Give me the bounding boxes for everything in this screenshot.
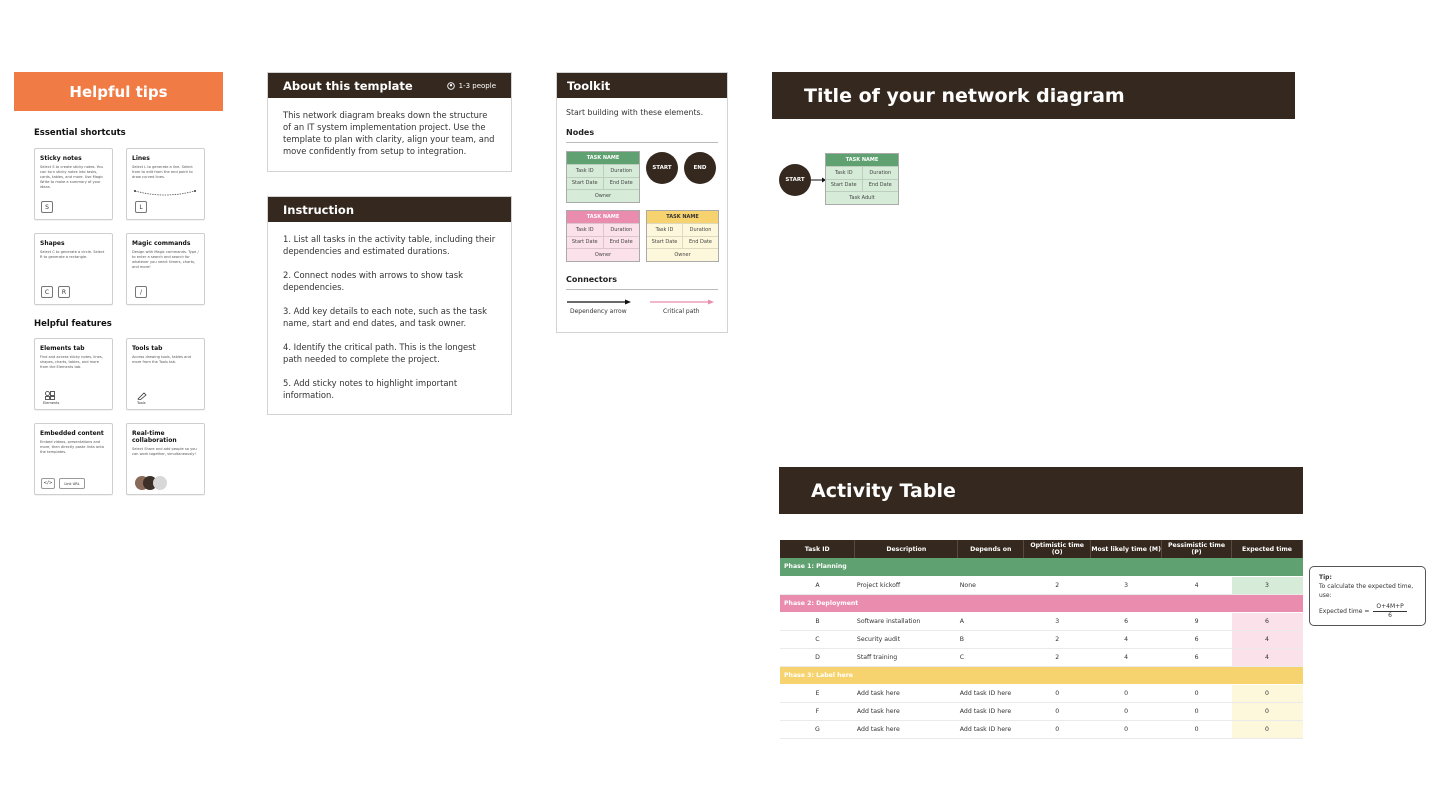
table-cell[interactable]: Staff training: [855, 648, 958, 666]
phase-row[interactable]: [780, 558, 1303, 576]
phase-label: Phase 1: Planning: [780, 558, 958, 576]
shortcut-card-magic-commands[interactable]: [126, 233, 205, 305]
people-badge: [447, 82, 496, 90]
table-cell[interactable]: 3: [1091, 576, 1162, 594]
feature-card-embedded-content[interactable]: [34, 423, 113, 495]
people-count: 1-3 people: [458, 81, 496, 90]
table-cell[interactable]: 4: [1232, 648, 1303, 666]
node-task-id: Task ID: [834, 169, 853, 176]
column-header: Task ID: [780, 540, 855, 558]
table-cell[interactable]: Add task ID here: [958, 702, 1024, 720]
phase-cell: [1162, 666, 1232, 684]
table-cell[interactable]: 6: [1232, 612, 1303, 630]
table-cell[interactable]: Add task ID here: [958, 720, 1024, 738]
diagram-title[interactable]: Title of your network diagram: [772, 72, 1295, 119]
card-title: Magic commands: [132, 240, 191, 247]
node-name: TASK NAME: [567, 152, 639, 164]
divider: [566, 142, 718, 143]
diagram-start-node[interactable]: START: [779, 164, 811, 196]
instruction-panel: [267, 196, 512, 415]
node-start: Start Date: [571, 180, 598, 187]
column-header: Depends on: [958, 540, 1024, 558]
curve-line-icon: [133, 187, 197, 197]
activity-table-title[interactable]: Activity Table: [779, 467, 1303, 514]
instruction-step: 4. Identify the critical path. This is the longest path needed to complete the project.: [283, 342, 476, 364]
table-cell[interactable]: 0: [1024, 702, 1091, 720]
node-end: End Date: [682, 237, 718, 249]
table-cell[interactable]: F: [780, 702, 855, 720]
phase-cell: [1024, 666, 1091, 684]
shortcut-card-shapes[interactable]: [34, 233, 113, 305]
key-l-icon: L: [135, 201, 147, 213]
phase-label: Phase 3: Label here: [780, 666, 958, 684]
shortcut-card-sticky-notes[interactable]: [34, 148, 113, 220]
card-title: Real-time collaboration: [132, 430, 177, 444]
essential-shortcuts-heading: Essential shortcuts: [34, 128, 126, 138]
dependency-arrow-icon[interactable]: [566, 299, 632, 305]
table-cell[interactable]: Software installation: [855, 612, 958, 630]
node-start: Start Date: [830, 182, 857, 189]
toolkit-title: Toolkit: [567, 78, 611, 93]
phase-cell: [958, 558, 1024, 576]
table-row[interactable]: [780, 630, 1303, 648]
instruction-step: 5. Add sticky notes to highlight important information.: [283, 378, 458, 400]
table-cell[interactable]: 2: [1024, 648, 1091, 666]
table-cell[interactable]: Security audit: [855, 630, 958, 648]
table-cell[interactable]: 4: [1091, 648, 1162, 666]
table-cell[interactable]: B: [780, 612, 855, 630]
formula-label: Expected time =: [1319, 608, 1370, 615]
card-title: Tools tab: [132, 345, 163, 352]
key-c-icon: C: [41, 286, 53, 298]
green-task-node[interactable]: [566, 151, 640, 203]
table-cell[interactable]: E: [780, 684, 855, 702]
node-owner: Owner: [594, 192, 612, 199]
pink-task-node[interactable]: [566, 210, 640, 262]
phase-cell: [1091, 594, 1162, 612]
helpful-features-heading: Helpful features: [34, 319, 112, 329]
phase-cell: [1024, 594, 1091, 612]
table-cell[interactable]: 2: [1024, 576, 1091, 594]
instruction-step: 2. Connect nodes with arrows to show task dependencies.: [283, 270, 463, 292]
card-title: Embedded content: [40, 430, 104, 437]
table-cell[interactable]: A: [958, 612, 1024, 630]
formula-fraction: [1373, 603, 1406, 620]
key-s-icon: S: [41, 201, 53, 213]
phase-cell: [1232, 594, 1303, 612]
column-header: Expected time: [1232, 540, 1303, 558]
card-body: Find and access sticky notes, lines, shapes, charts, tables, and more from the Elements tab.: [40, 355, 103, 369]
phase-row[interactable]: [780, 594, 1303, 612]
instruction-title: Instruction: [283, 202, 355, 217]
node-owner: Owner: [594, 251, 612, 258]
table-cell[interactable]: 4: [1091, 630, 1162, 648]
formula-numerator: O+4M+P: [1373, 603, 1406, 612]
about-body: This network diagram breaks down the structure of an IT system implementation project. Use the template to plan with clarity, align your team, and move confidently from setup to integration.: [283, 110, 495, 156]
table-row[interactable]: [780, 612, 1303, 630]
phase-label: Phase 2: Deployment: [780, 594, 958, 612]
table-cell[interactable]: 0: [1024, 720, 1091, 738]
table-cell[interactable]: Add task here: [855, 720, 958, 738]
table-cell[interactable]: 6: [1091, 612, 1162, 630]
card-body: Design with Magic commands. Type / to enter a search and search for whatever you need: timers, charts, and more!: [132, 250, 199, 269]
column-header: Optimistic time (O): [1024, 540, 1091, 558]
node-name: TASK NAME: [826, 154, 898, 166]
person-icon: [447, 82, 455, 90]
node-task-id: Task ID: [575, 167, 594, 174]
elements-caption: Elements: [43, 401, 60, 405]
table-cell[interactable]: Add task here: [855, 702, 958, 720]
node-task-id: Task ID: [655, 226, 674, 233]
embed-code-icon: </>: [41, 478, 55, 489]
table-row[interactable]: [780, 648, 1303, 666]
node-duration: Duration: [682, 224, 718, 236]
card-body: Select Share and add people so you can work together, simultaneously!: [132, 447, 197, 456]
table-cell[interactable]: D: [780, 648, 855, 666]
table-cell[interactable]: 6: [1162, 648, 1232, 666]
end-node[interactable]: END: [684, 152, 716, 184]
node-duration: Duration: [603, 224, 640, 236]
column-header: Most likely time (M): [1091, 540, 1162, 558]
table-cell[interactable]: 3: [1232, 576, 1303, 594]
table-cell[interactable]: 0: [1091, 702, 1162, 720]
table-row[interactable]: [780, 684, 1303, 702]
table-cell[interactable]: C: [780, 630, 855, 648]
node-name: TASK NAME: [567, 211, 639, 223]
feature-card-realtime-collaboration[interactable]: [126, 423, 205, 495]
phase-cell: [1232, 558, 1303, 576]
card-body: Select S to create sticky notes. You can turn sticky notes into tasks, cards, tables, and more. Use Magic Write to make a summary of your ideas.: [40, 165, 104, 189]
node-end: End Date: [603, 178, 640, 190]
dependency-arrow-label: Dependency arrow: [570, 308, 627, 315]
table-cell[interactable]: None: [958, 576, 1024, 594]
tip-heading: Tip:: [1319, 574, 1332, 581]
phase-cell: [1091, 666, 1162, 684]
table-cell[interactable]: 4: [1232, 630, 1303, 648]
table-cell[interactable]: Project kickoff: [855, 576, 958, 594]
table-cell[interactable]: 0: [1232, 720, 1303, 738]
table-cell[interactable]: 9: [1162, 612, 1232, 630]
table-cell[interactable]: 4: [1162, 576, 1232, 594]
about-header: [268, 73, 511, 98]
formula-denominator: 6: [1388, 612, 1392, 619]
phase-cell: [1232, 666, 1303, 684]
feature-card-tools[interactable]: [126, 338, 205, 410]
node-start: Start Date: [651, 239, 678, 246]
helpful-tips-banner: Helpful tips: [14, 72, 223, 111]
card-title: Shapes: [40, 240, 65, 247]
toolkit-intro: Start building with these elements.: [566, 108, 704, 117]
table-cell[interactable]: 0: [1024, 684, 1091, 702]
phase-cell: [1091, 558, 1162, 576]
table-cell[interactable]: 0: [1162, 684, 1232, 702]
node-owner: Task Adult: [849, 194, 875, 201]
table-cell[interactable]: 0: [1091, 684, 1162, 702]
phase-cell: [958, 594, 1024, 612]
table-cell[interactable]: 0: [1091, 720, 1162, 738]
node-end: End Date: [603, 237, 640, 249]
table-cell[interactable]: 2: [1024, 630, 1091, 648]
node-owner: Owner: [674, 251, 691, 258]
table-cell[interactable]: Add task ID here: [958, 684, 1024, 702]
tip-formula: [1319, 603, 1416, 620]
table-cell[interactable]: 0: [1162, 702, 1232, 720]
node-end: End Date: [862, 180, 899, 192]
card-body: Select C to generate a circle. Select R to generate a rectangle.: [40, 250, 105, 259]
card-body: Select L to generate a line. Select from to edit from the end point to draw curved lines.: [132, 165, 193, 179]
card-title: Sticky notes: [40, 155, 82, 162]
card-title: Elements tab: [40, 345, 85, 352]
instruction-step: 1. List all tasks in the activity table, including their dependencies and estimated durations.: [283, 234, 496, 256]
pen-tool-icon: [137, 391, 147, 400]
table-cell[interactable]: B: [958, 630, 1024, 648]
phase-cell: [1024, 558, 1091, 576]
card-title: Lines: [132, 155, 150, 162]
table-cell[interactable]: 0: [1232, 702, 1303, 720]
link-url-field: Link URL: [59, 478, 85, 489]
key-r-icon: R: [58, 286, 70, 298]
table-row[interactable]: [780, 576, 1303, 594]
table-cell[interactable]: 0: [1162, 720, 1232, 738]
column-header: Pessimistic time (P): [1162, 540, 1232, 558]
table-cell[interactable]: A: [780, 576, 855, 594]
table-row[interactable]: [780, 720, 1303, 738]
feature-card-elements[interactable]: [34, 338, 113, 410]
tip-box: [1309, 566, 1426, 626]
phase-cell: [1162, 558, 1232, 576]
nodes-heading: Nodes: [566, 128, 595, 137]
node-duration: Duration: [862, 167, 899, 179]
node-start: Start Date: [571, 239, 598, 246]
toolkit-header: [557, 73, 727, 98]
table-cell[interactable]: 6: [1162, 630, 1232, 648]
connectors-heading: Connectors: [566, 275, 617, 284]
about-panel: [267, 72, 512, 172]
table-cell[interactable]: Add task here: [855, 684, 958, 702]
instruction-step: 3. Add key details to each note, such as the task name, start and end dates, and task owner.: [283, 306, 487, 328]
table-cell[interactable]: 3: [1024, 612, 1091, 630]
table-header-row: [780, 540, 1303, 558]
phase-row[interactable]: [780, 666, 1303, 684]
tip-body: To calculate the expected time, use:: [1319, 583, 1414, 599]
toolkit-panel: [556, 72, 728, 333]
table-row[interactable]: [780, 702, 1303, 720]
table-cell[interactable]: 0: [1232, 684, 1303, 702]
tools-caption: Tools: [137, 401, 146, 405]
critical-path-label: Critical path: [663, 308, 700, 315]
phase-cell: [1162, 594, 1232, 612]
elements-icon: [45, 391, 55, 400]
critical-path-icon[interactable]: [649, 299, 715, 305]
diagram-task-node[interactable]: [825, 153, 899, 205]
shortcut-card-lines[interactable]: [126, 148, 205, 220]
node-task-id: Task ID: [575, 226, 594, 233]
phase-cell: [958, 666, 1024, 684]
about-title: About this template: [283, 78, 413, 93]
column-header: Description: [855, 540, 958, 558]
instruction-body: [268, 222, 511, 412]
card-body: Embed videos, presentations and more, then directly paste links onto the templates.: [40, 440, 105, 454]
divider: [566, 289, 718, 290]
key-slash-icon: /: [135, 286, 147, 298]
avatar: [153, 476, 167, 490]
yellow-task-node[interactable]: [646, 210, 719, 262]
start-node[interactable]: START: [646, 152, 678, 184]
table-cell[interactable]: C: [958, 648, 1024, 666]
node-duration: Duration: [603, 165, 640, 177]
node-name: TASK NAME: [647, 211, 718, 223]
activity-table[interactable]: [780, 540, 1303, 739]
table-cell[interactable]: G: [780, 720, 855, 738]
card-body: Access drawing tools, tables and more from the Tools tab.: [132, 355, 191, 364]
instruction-header: [268, 197, 511, 222]
